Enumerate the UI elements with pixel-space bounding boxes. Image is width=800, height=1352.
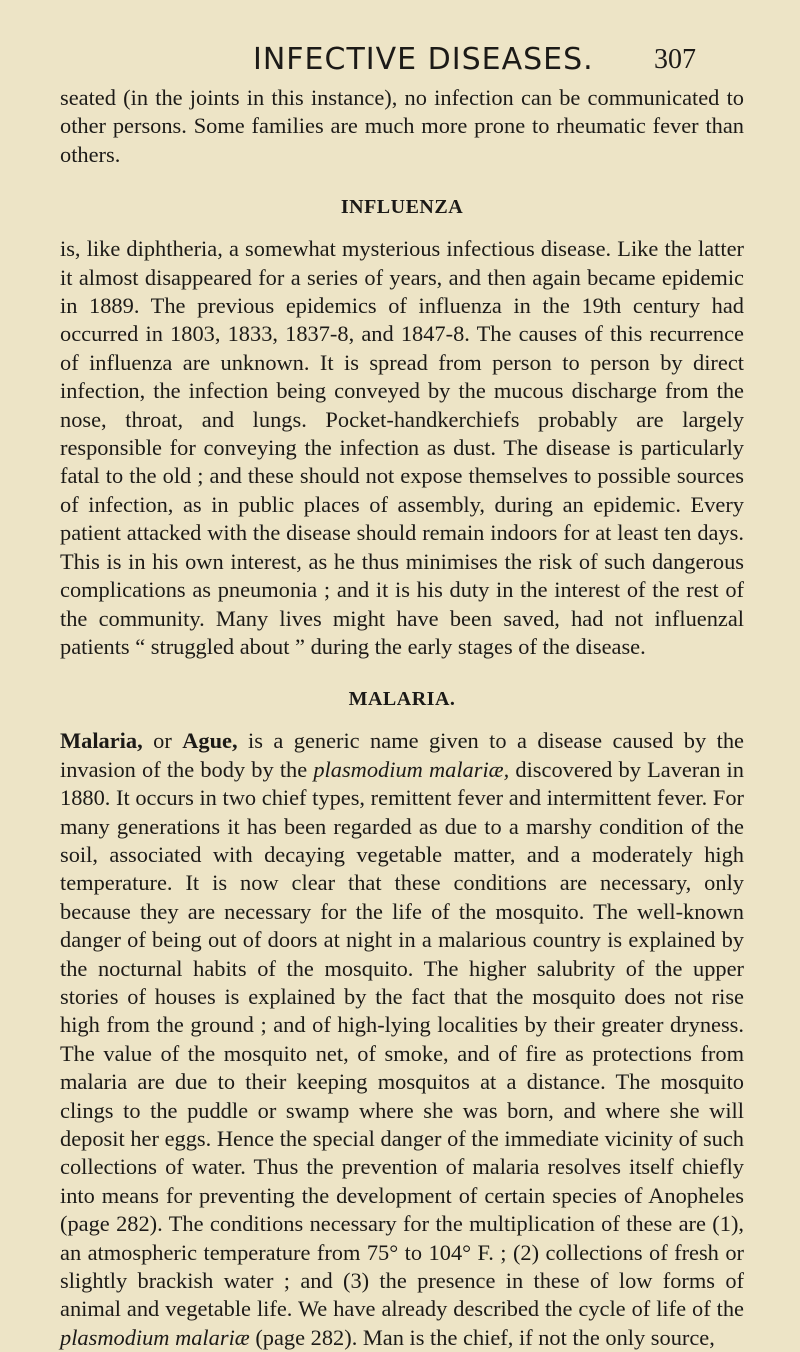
lead-term-malaria: Malaria, xyxy=(60,728,143,754)
page-number: 307 xyxy=(654,44,696,75)
running-title: INFECTIVE DISEASES. xyxy=(253,42,594,77)
text-or: or xyxy=(142,728,183,754)
paragraph-influenza: is, like diphtheria, a somewhat mysterious infectious disease. Like the latter it almost disappeared for a series of years, and then again became epidemic in 1889. The previous epidemics of influenza in the 19th century had occurred in 1803, 1833, 1837-8, and 1847-8. The causes of this recurrence of influenza are unknown. It is spread from person to person by direct infection, the infection being conveyed by the mucous discharge from the nose, throat, and lungs. Pocket-handkerchiefs probably are largely responsible for conveying the infection as dust. The disease is particularly fatal to the old ; and these should not expose themselves to possible sources of infection, as in public places of assembly, during an epidemic. Every patient attacked with the disease should remain indoors for at least ten days. This is in his own interest, as he thus minimises the risk of such dangerous complications as pneumonia ; and it is his duty in the interest of the rest of the community. Many lives might have been saved, had not influenzal patients “ struggled about ” during the early stages of the disease. xyxy=(60,236,744,659)
heading-influenza: INFLUENZA xyxy=(340,196,464,219)
text-segment-c: (page 282). Man is the chief, if not the only source, xyxy=(249,1324,715,1350)
paragraph-rheumatic-fever: seated (in the joints in this instance), no infection can be communicated to other persons. Some families are much more prone to rheumatic fever than others. xyxy=(60,85,744,167)
text-segment-a: is a generic name given to a disease caused by the invasion of the body by the xyxy=(60,728,744,782)
species-name-2: plasmodium malariæ xyxy=(60,1324,250,1350)
running-head xyxy=(0,40,800,80)
species-name-1: plasmodium malariæ, xyxy=(313,756,510,782)
text-segment-b: discovered by Laveran in 1880. It occurs in two chief types, remittent fever and intermittent fever. For many generations it has been regarded as due to a marshy condition of the soil, associated with decaying vegetable matter, and a moderately high temperature. It is now clear that these conditions are necessary, only because they are necessary for the life of the mosquito. The well-known danger of being out of doors at night in a malarious country is explained by the nocturnal habits of the mosquito. The higher salubrity of the upper stories of houses is explained by the fact that the mosquito does not rise high from the ground ; and of high-lying localities by their greater dryness. The value of the mosquito net, of smoke, and of fire as protections from malaria are due to their keeping mosquitos at a distance. The mosquito clings to the puddle or swamp where she was born, and where she will deposit her eggs. Hence the special danger of the immediate vicinity of such collections of water. Thus the prevention of malaria resolves itself chiefly into means for preventing the development of certain species of Anopheles (page 282). The conditions necessary for the multiplication of these are (1), an atmospheric temperature from 75° to 104° F. ; (2) collections of fresh or slightly brackish water ; and (3) the presence in these of low forms of animal and vegetable life. We have already described the cycle of life of the xyxy=(60,756,744,1322)
heading-malaria: MALARIA. xyxy=(348,688,456,711)
page-body xyxy=(60,84,744,1352)
lead-term-ague: Ague, xyxy=(182,728,238,754)
paragraph-malaria xyxy=(60,727,744,1352)
